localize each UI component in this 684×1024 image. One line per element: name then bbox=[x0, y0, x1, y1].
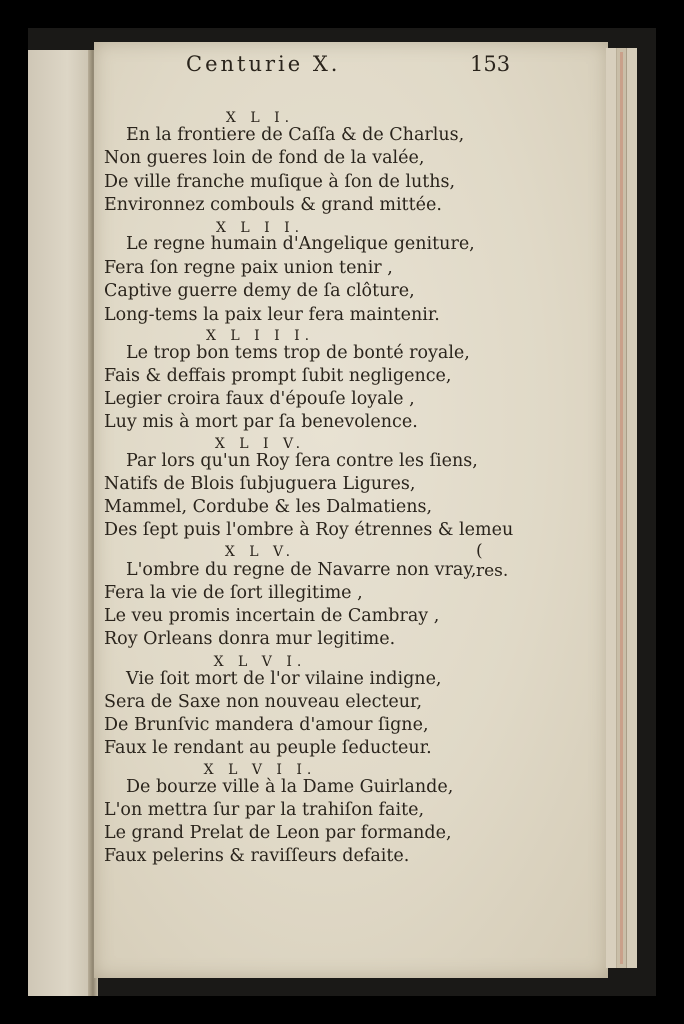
verse-line: Fais & deffais prompt ſubit negligence, bbox=[104, 366, 452, 386]
verse-line: Captive guerre demy de ſa clôture, bbox=[104, 281, 415, 301]
verse-line: Long-tems la paix leur fera maintenir. bbox=[104, 305, 440, 325]
verse-line: Roy Orleans donra mur legitime. bbox=[104, 629, 396, 649]
quatrain-number: X L V I I. bbox=[203, 762, 317, 778]
page-edge-stain bbox=[620, 52, 623, 964]
left-page-edge bbox=[28, 50, 94, 996]
verse-line: Non gueres loin de fond de la valée, bbox=[104, 148, 425, 168]
verse-line: Le trop bon tems trop de bonté royale, bbox=[126, 343, 470, 363]
verse-line: Legier croira faux d'épouſe loyale , bbox=[104, 389, 415, 409]
verse-line: Fera la vie de ſort illegitime , bbox=[104, 583, 363, 603]
verse-line: L'ombre du regne de Navarre non vray, bbox=[126, 560, 477, 580]
verse-line: De bourze ville à la Dame Guirlande, bbox=[126, 777, 454, 797]
quatrain-number: X L V I. bbox=[213, 654, 307, 670]
verse-line: Natifs de Blois ſubjuguera Ligures, bbox=[104, 474, 416, 494]
verse-line: Le grand Prelat de Leon par formande, bbox=[104, 823, 452, 843]
verse-continuation: ( res. bbox=[476, 541, 509, 581]
quatrain-number: X L V. bbox=[224, 544, 296, 560]
verse-line: Fera ſon regne paix union tenir , bbox=[104, 258, 393, 278]
verse-line: Environnez combouls & grand mittée. bbox=[104, 195, 442, 215]
verse-line: Luy mis à mort par ſa benevolence. bbox=[104, 412, 418, 432]
quatrain-number: X L I. bbox=[225, 110, 295, 126]
verse-line: De Brunſvic mandera d'amour ſigne, bbox=[104, 715, 429, 735]
page-edge bbox=[626, 48, 637, 968]
verse-line: L'on mettra ſur par la trahiſon faite, bbox=[104, 800, 425, 820]
verse-line: Par lors qu'un Roy ſera contre les ſiens, bbox=[126, 451, 478, 471]
quatrain-number: X L I V. bbox=[214, 436, 306, 452]
verse-line: En la frontiere de Caſſa & de Charlus, bbox=[126, 125, 465, 145]
quatrain-number: X L I I I. bbox=[205, 328, 315, 344]
quatrain-number: X L I I. bbox=[215, 220, 305, 236]
page-number: 153 bbox=[470, 52, 511, 76]
verse-line: Le veu promis incertain de Cambray , bbox=[104, 606, 440, 626]
verse-line: De ville franche muſique à ſon de luths, bbox=[104, 172, 456, 192]
page-edge bbox=[606, 48, 616, 968]
verse-line: Vie ſoit mort de l'or vilaine indigne, bbox=[126, 669, 442, 689]
running-header: Centurie X. bbox=[186, 52, 341, 76]
verse-line: Faux le rendant au peuple ſeducteur. bbox=[104, 738, 432, 758]
verse-line: Le regne humain d'Angelique geniture, bbox=[126, 234, 475, 254]
verse-line: Faux pelerins & raviſſeurs defaite. bbox=[104, 846, 410, 866]
verse-line: Sera de Saxe non nouveau electeur, bbox=[104, 692, 423, 712]
verse-line: Mammel, Cordube & les Dalmatiens, bbox=[104, 497, 433, 517]
verse-line: Des ſept puis l'ombre à Roy étrennes & lemeu bbox=[104, 520, 514, 540]
